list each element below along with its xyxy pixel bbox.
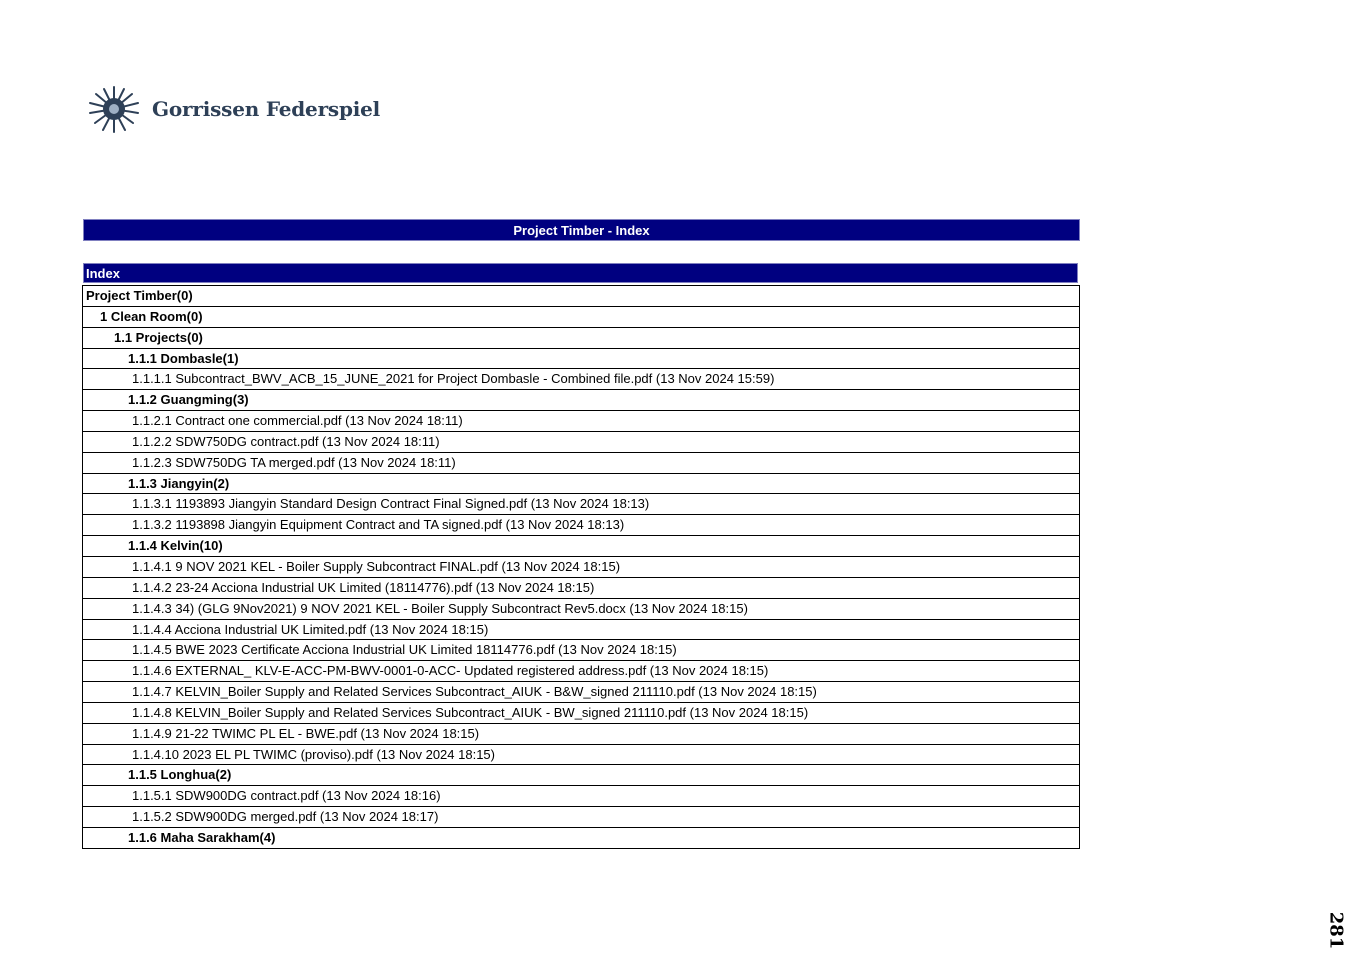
page-number: 281 [1325, 911, 1347, 950]
index-file-row: 1.1.4.5 BWE 2023 Certificate Acciona Industrial UK Limited 18114776.pdf (13 Nov 2024 18:15) [82, 640, 1080, 661]
index-folder-row: 1.1.1 Dombasle(1) [82, 349, 1080, 370]
index-file-row: 1.1.4.1 9 NOV 2021 KEL - Boiler Supply Subcontract FINAL.pdf (13 Nov 2024 18:15) [82, 557, 1080, 578]
index-file-row: 1.1.3.2 1193898 Jiangyin Equipment Contract and TA signed.pdf (13 Nov 2024 18:13) [82, 515, 1080, 536]
index-folder-row: 1.1.4 Kelvin(10) [82, 536, 1080, 557]
index-file-row: 1.1.4.4 Acciona Industrial UK Limited.pdf (13 Nov 2024 18:15) [82, 620, 1080, 641]
firm-logo [88, 85, 380, 133]
index-file-row: 1.1.4.8 KELVIN_Boiler Supply and Related Services Subcontract_AIUK - BW_signed 211110.pdf (13 Nov 2024 18:15) [82, 703, 1080, 724]
index-file-row: 1.1.4.2 23-24 Acciona Industrial UK Limited (18114776).pdf (13 Nov 2024 18:15) [82, 578, 1080, 599]
logo-text: Gorrissen Federspiel [152, 97, 381, 121]
index-file-row: 1.1.3.1 1193893 Jiangyin Standard Design Contract Final Signed.pdf (13 Nov 2024 18:13) [82, 494, 1080, 515]
index-file-row: 1.1.4.6 EXTERNAL_ KLV-E-ACC-PM-BWV-0001-0-ACC- Updated registered address.pdf (13 Nov 2024 18:15) [82, 661, 1080, 682]
index-file-row: 1.1.2.1 Contract one commercial.pdf (13 Nov 2024 18:11) [82, 411, 1080, 432]
document-title: Project Timber - Index [83, 219, 1080, 241]
index-file-row: 1.1.4.7 KELVIN_Boiler Supply and Related Services Subcontract_AIUK - B&W_signed 211110.pdf (13 Nov 2024 18:15) [82, 682, 1080, 703]
index-file-row: 1.1.4.9 21-22 TWIMC PL EL - BWE.pdf (13 Nov 2024 18:15) [82, 724, 1080, 745]
index-file-row: 1.1.4.10 2023 EL PL TWIMC (proviso).pdf (13 Nov 2024 18:15) [82, 745, 1080, 766]
index-file-row: 1.1.4.3 34) (GLG 9Nov2021) 9 NOV 2021 KEL - Boiler Supply Subcontract Rev5.docx (13 Nov 2024 18:15) [82, 599, 1080, 620]
index-folder-row: 1.1.6 Maha Sarakham(4) [82, 828, 1080, 849]
index-folder-row: 1.1 Projects(0) [82, 328, 1080, 349]
sunburst-logo-icon [88, 85, 140, 133]
index-file-row: 1.1.5.1 SDW900DG contract.pdf (13 Nov 2024 18:16) [82, 786, 1080, 807]
index-file-row: 1.1.5.2 SDW900DG merged.pdf (13 Nov 2024 18:17) [82, 807, 1080, 828]
index-folder-row: 1.1.5 Longhua(2) [82, 765, 1080, 786]
index-file-row: 1.1.2.3 SDW750DG TA merged.pdf (13 Nov 2024 18:11) [82, 453, 1080, 474]
index-file-row: 1.1.1.1 Subcontract_BWV_ACB_15_JUNE_2021 for Project Dombasle - Combined file.pdf (13 Nov 2024 15:59) [82, 369, 1080, 390]
index-folder-row: 1 Clean Room(0) [82, 307, 1080, 328]
index-folder-row: 1.1.2 Guangming(3) [82, 390, 1080, 411]
index-list [82, 285, 1080, 849]
index-folder-row: Project Timber(0) [82, 286, 1080, 307]
index-file-row: 1.1.2.2 SDW750DG contract.pdf (13 Nov 2024 18:11) [82, 432, 1080, 453]
index-folder-row: 1.1.3 Jiangyin(2) [82, 474, 1080, 495]
index-header: Index [83, 263, 1078, 283]
